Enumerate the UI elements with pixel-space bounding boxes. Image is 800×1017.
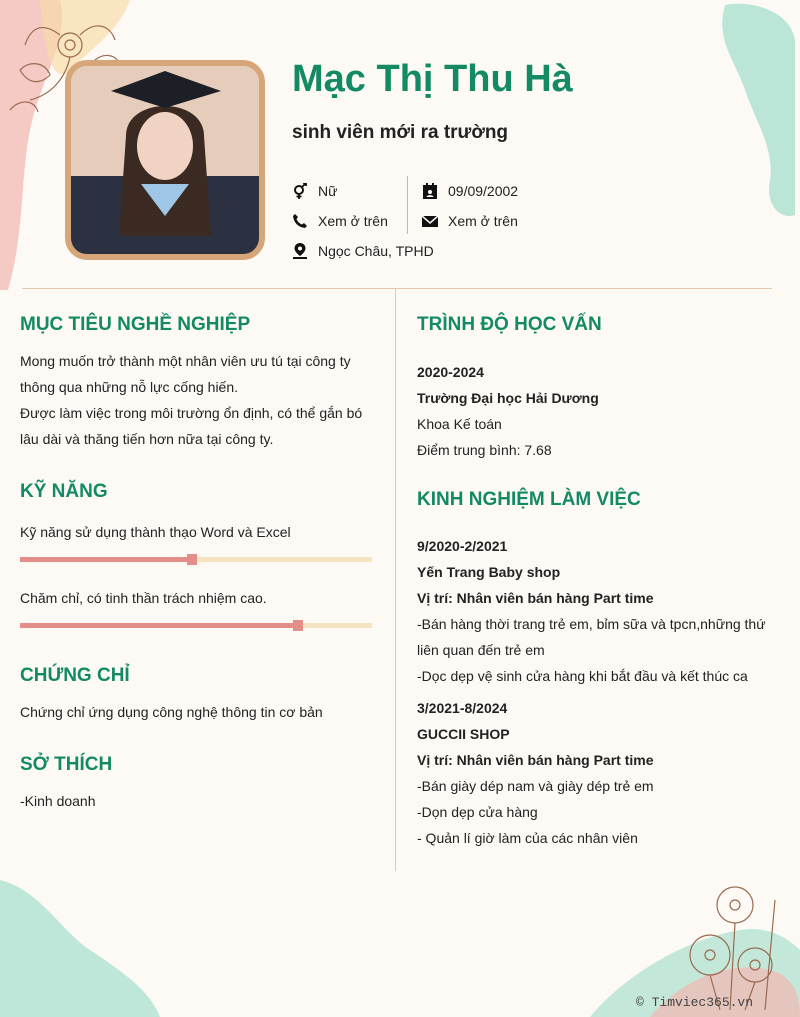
phone-icon (292, 213, 308, 229)
certs-title: CHỨNG CHỈ (20, 665, 130, 686)
birthdate-info (422, 183, 518, 199)
career-line: Được làm việc trong môi trường ổn định, có thể gắn bó (20, 405, 363, 421)
candidate-role: sinh viên mới ra trường (292, 122, 509, 143)
skill-label: Kỹ năng sử dụng thành thạo Word và Excel (20, 524, 291, 540)
avatar (71, 66, 259, 254)
education-period: 2020-2024 (417, 364, 484, 380)
job-company: GUCCII SHOP (417, 726, 510, 742)
education-school: Trường Đại học Hải Dương (417, 390, 599, 406)
job-period: 3/2021-8/2024 (417, 700, 508, 716)
column-divider (395, 289, 396, 871)
skills-title: KỸ NĂNG (20, 481, 108, 502)
job-entry (417, 533, 774, 689)
location-icon (292, 243, 308, 259)
job-period: 9/2020-2/2021 (417, 538, 508, 554)
info-divider (407, 176, 408, 234)
gender-icon (292, 183, 308, 199)
hobbies-text: -Kinh doanh (20, 793, 96, 809)
career-line: lâu dài và thăng tiến hơn nữa tại công ty. (20, 431, 274, 447)
hobbies-title: SỞ THÍCH (20, 754, 113, 775)
job-position: Vị trí: Nhân viên bán hàng Part time (417, 590, 654, 606)
email-info (422, 213, 518, 229)
education-faculty: Khoa Kế toán (417, 416, 502, 432)
email-value: Xem ở trên (448, 213, 518, 229)
skill-label: Chăm chỉ, có tinh thần trách nhiệm cao. (20, 590, 267, 606)
education-block (417, 359, 774, 463)
calendar-icon (422, 183, 438, 199)
skill-bar-fill (20, 557, 192, 562)
skill-bar-knob (293, 620, 303, 631)
experience-title: KINH NGHIỆM LÀM VIỆC (417, 489, 641, 510)
mail-icon (422, 213, 438, 229)
career-text (20, 348, 377, 452)
address-info (292, 243, 434, 259)
job-duty: -Bán hàng thời trang trẻ em, bỉm sữa và tpcn,những thứ (417, 616, 766, 632)
job-duty: -Bán giày dép nam và giày dép trẻ em (417, 778, 654, 794)
job-duty: -Dọn dẹp cửa hàng (417, 804, 538, 820)
job-duty: -Dọc dẹp vệ sinh cửa hàng khi bắt đầu và kết thúc ca (417, 668, 748, 684)
top-right-decoration (710, 0, 800, 230)
phone-value: Xem ở trên (318, 213, 388, 229)
education-title: TRÌNH ĐỘ HỌC VẤN (417, 314, 602, 335)
career-line: thông qua những nỗ lực cống hiến. (20, 379, 239, 395)
address-value: Ngọc Châu, TPHD (318, 243, 434, 259)
job-entry (417, 695, 774, 851)
phone-info (292, 213, 388, 229)
skill-bar (20, 557, 372, 562)
profile-photo (65, 60, 265, 260)
career-title: MỤC TIÊU NGHỀ NGHIỆP (20, 314, 251, 335)
job-company: Yến Trang Baby shop (417, 564, 561, 580)
bottom-left-decoration (0, 870, 170, 1017)
birthdate-value: 09/09/2002 (448, 183, 519, 199)
education-gpa: Điểm trung bình: 7.68 (417, 442, 552, 458)
candidate-name: Mạc Thị Thu Hà (292, 58, 573, 100)
footer-watermark: © Timviec365.vn (636, 995, 754, 1010)
career-line: Mong muốn trở thành một nhân viên ưu tú tại công ty (20, 353, 351, 369)
skill-bar (20, 623, 372, 628)
skill-bar-knob (187, 554, 197, 565)
gender-info (292, 183, 337, 199)
header-divider (22, 288, 772, 289)
skill-bar-fill (20, 623, 298, 628)
certs-text: Chứng chỉ ứng dụng công nghệ thông tin cơ bản (20, 704, 323, 720)
job-duty: liên quan đến trẻ em (417, 642, 545, 658)
job-duty: - Quản lí giờ làm của các nhân viên (417, 830, 638, 846)
job-position: Vị trí: Nhân viên bán hàng Part time (417, 752, 654, 768)
gender-value: Nữ (318, 183, 338, 199)
